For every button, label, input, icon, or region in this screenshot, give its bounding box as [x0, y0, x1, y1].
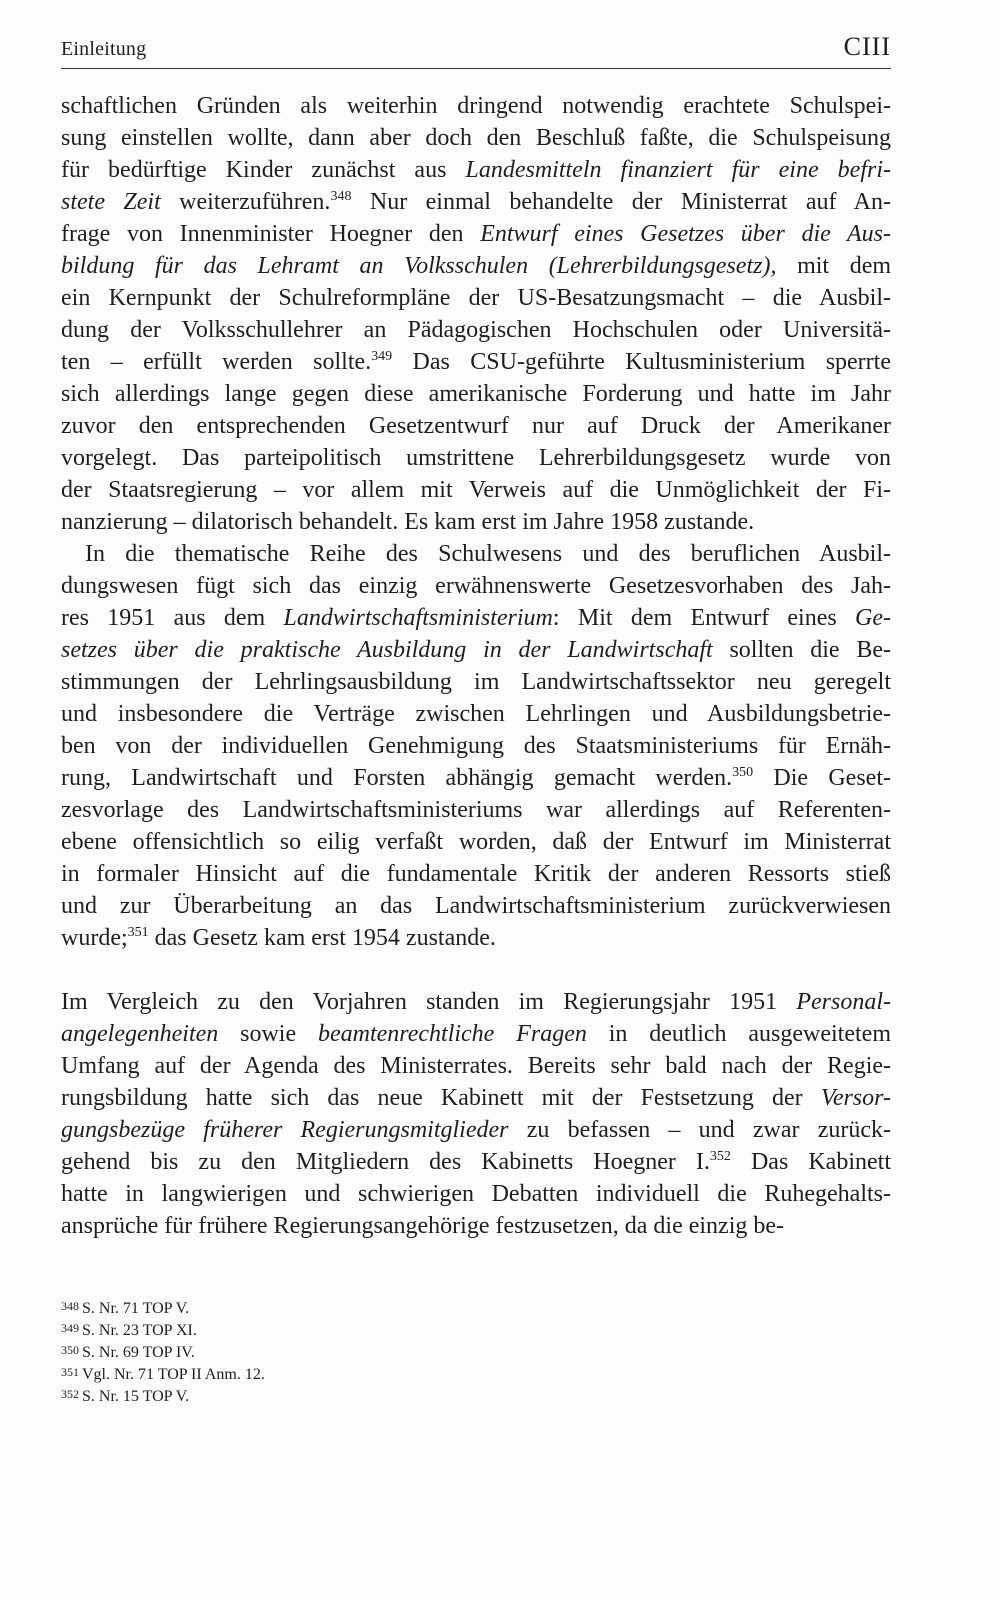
footnote-number: 349: [61, 1321, 79, 1335]
italic-text: setzes über die praktische Ausbildung in der Landwirtschaft: [61, 637, 713, 663]
text-segment: das Gesetz kam erst 1954 zustande.: [148, 925, 496, 951]
footnote-number: 352: [61, 1387, 79, 1401]
footnote-ref: 349: [371, 349, 393, 364]
text-segment: ben von der individuellen Genehmigung des Staatsministeriums für Ernäh-: [61, 733, 891, 759]
footnote: [61, 1317, 661, 1339]
italic-text: gungsbezüge früherer Regierungsmitglieder: [61, 1117, 509, 1143]
text-line: [61, 1146, 891, 1178]
italic-text: Personal-: [796, 989, 891, 1015]
footnote: [61, 1361, 661, 1383]
text-line: [61, 602, 891, 634]
text-line: [61, 1178, 891, 1210]
footnote-text: S. Nr. 69 TOP IV.: [82, 1344, 195, 1361]
text-line: [61, 1050, 891, 1082]
text-segment: ein Kernpunkt der Schulreformpläne der US-Besatzungsmacht – die Ausbil-: [61, 285, 891, 311]
italic-text: Entwurf eines Gesetzes über die Aus-: [480, 221, 891, 247]
footnote-ref: 352: [709, 1149, 731, 1164]
footnote-text: Vgl. Nr. 71 TOP II Anm. 12.: [82, 1366, 265, 1383]
text-segment: sollten die Be-: [712, 637, 891, 663]
text-segment: wurde;: [61, 925, 128, 951]
text-segment: sowie: [218, 1021, 318, 1047]
page-number: CIII: [843, 32, 891, 61]
text-line: [61, 1210, 891, 1242]
italic-text: Versor-: [820, 1085, 891, 1111]
footnote-text: S. Nr. 15 TOP V.: [82, 1388, 190, 1405]
text-segment: ansprüche für frühere Regierungsangehörige festzusetzen, da die einzig be-: [61, 1213, 785, 1239]
italic-text: angelegenheiten: [61, 1021, 219, 1047]
text-segment: In die thematische Reihe des Schulwesens und des beruflichen Ausbil-: [85, 541, 891, 567]
text-segment: stimmungen der Lehrlingsausbildung im Landwirtschaftssektor neu geregelt: [61, 669, 891, 695]
text-line: [61, 314, 891, 346]
text-line: [61, 698, 891, 730]
text-segment: Nur einmal behandelte der Ministerrat auf An-: [351, 189, 891, 215]
text-segment: res 1951 aus dem: [61, 605, 284, 631]
text-line: [61, 666, 891, 698]
text-segment: dungswesen fügt sich das einzig erwähnenswerte Gesetzesvorhaben des Jah-: [61, 573, 891, 599]
italic-text: Ge-: [855, 605, 891, 631]
footnote: [61, 1339, 661, 1361]
text-line: [61, 762, 891, 794]
text-segment: in deutlich ausgeweitetem: [586, 1021, 891, 1047]
text-segment: mit dem: [776, 253, 891, 279]
text-line: [61, 858, 891, 890]
text-segment: Das CSU-geführte Kultusministerium sperrte: [392, 349, 891, 375]
text-segment: schaftlichen Gründen als weiterhin dringend notwendig erachtete Schulspei-: [61, 93, 891, 119]
text-segment: vorgelegt. Das parteipolitisch umstrittene Lehrerbildungsgesetz wurde von: [61, 445, 891, 471]
text-line: [61, 794, 891, 826]
text-line: [61, 410, 891, 442]
footnote-ref: 350: [732, 765, 754, 780]
footnote-number: 350: [61, 1343, 79, 1357]
text-line: [61, 922, 891, 954]
text-line: [61, 186, 891, 218]
footnote-number: 351: [61, 1365, 79, 1379]
footnote: [61, 1295, 661, 1317]
text-line: [61, 122, 891, 154]
text-segment: ebene offensichtlich so eilig verfaßt worden, daß der Entwurf im Ministerrat: [61, 829, 891, 855]
section-title: Einleitung: [61, 38, 147, 60]
text-line: [61, 442, 891, 474]
text-segment: und zur Überarbeitung an das Landwirtschaftsministerium zurückverwiesen: [61, 893, 891, 919]
text-line: [61, 538, 891, 570]
footnote-ref: 351: [127, 925, 149, 940]
text-line: [61, 250, 891, 282]
text-segment: zu befassen – und zwar zurück-: [508, 1117, 891, 1143]
text-line: [61, 570, 891, 602]
text-segment: in formaler Hinsicht auf die fundamentale Kritik der anderen Ressorts stieß: [61, 861, 891, 887]
footnote-text: S. Nr. 71 TOP V.: [82, 1300, 190, 1317]
italic-text: beamtenrechtliche Fragen: [317, 1021, 587, 1047]
text-segment: und insbesondere die Verträge zwischen Lehrlingen und Ausbildungsbetrie-: [61, 701, 891, 727]
text-line: [61, 730, 891, 762]
text-segment: zuvor den entsprechenden Gesetzentwurf nur auf Druck der Amerikaner: [61, 413, 891, 439]
text-segment: weiterzuführen.: [160, 189, 331, 215]
text-segment: sich allerdings lange gegen diese amerikanische Forderung und hatte im Jahr: [61, 381, 891, 407]
italic-text: bildung für das Lehramt an Volksschulen (Lehrerbildungsgesetz),: [61, 253, 777, 279]
text-line: [61, 826, 891, 858]
text-segment: für bedürftige Kinder zunächst aus: [61, 157, 466, 183]
text-segment: zesvorlage des Landwirtschaftsministeriums war allerdings auf Referenten-: [61, 797, 891, 823]
text-segment: rung, Landwirtschaft und Forsten abhängig gemacht werden.: [61, 765, 733, 791]
text-segment: : Mit dem Entwurf eines: [552, 605, 856, 631]
text-line: [61, 346, 891, 378]
text-line: [61, 1082, 891, 1114]
text-line: [61, 218, 891, 250]
text-segment: Umfang auf der Agenda des Ministerrates. Bereits sehr bald nach der Regie-: [61, 1053, 891, 1079]
italic-text: Landwirtschaftsministerium: [283, 605, 553, 631]
text-segment: rungsbildung hatte sich das neue Kabinett mit der Festsetzung der: [61, 1085, 821, 1111]
text-segment: Das Kabinett: [730, 1149, 891, 1175]
text-line: [61, 282, 891, 314]
text-line: [61, 378, 891, 410]
text-segment: Die Geset-: [753, 765, 891, 791]
italic-text: stete Zeit: [61, 189, 161, 215]
text-line: [61, 634, 891, 666]
text-line: [61, 1114, 891, 1146]
footnotes: [61, 1295, 661, 1405]
text-segment: der Staatsregierung – vor allem mit Verweis auf die Unmöglichkeit der Fi-: [61, 477, 891, 503]
italic-text: Landesmitteln finanziert für eine befri-: [465, 157, 891, 183]
text-segment: gehend bis zu den Mitgliedern des Kabinetts Hoegner I.: [61, 1149, 710, 1175]
footnote-ref: 348: [330, 189, 352, 204]
running-head: [61, 30, 891, 69]
paragraph-gap: [61, 954, 891, 986]
text-segment: Im Vergleich zu den Vorjahren standen im Regierungsjahr 1951: [61, 989, 797, 1015]
text-segment: nanzierung – dilatorisch behandelt. Es kam erst im Jahre 1958 zustande.: [61, 509, 755, 535]
text-segment: ten – erfüllt werden sollte.: [61, 349, 372, 375]
text-segment: frage von Innenminister Hoegner den: [61, 221, 481, 247]
footnote: [61, 1383, 661, 1405]
footnote-text: S. Nr. 23 TOP XI.: [82, 1322, 197, 1339]
text-segment: sung einstellen wollte, dann aber doch den Beschluß faßte, die Schulspeisung: [61, 125, 891, 151]
text-line: [61, 90, 891, 122]
text-line: [61, 474, 891, 506]
text-line: [61, 506, 891, 538]
text-line: [61, 1018, 891, 1050]
text-line: [61, 154, 891, 186]
text-segment: hatte in langwierigen und schwierigen Debatten individuell die Ruhegehalts-: [61, 1181, 891, 1207]
text-line: [61, 890, 891, 922]
text-line: [61, 986, 891, 1018]
text-segment: dung der Volksschullehrer an Pädagogischen Hochschulen oder Universitä-: [61, 317, 891, 343]
body-text: [61, 90, 891, 1242]
footnote-number: 348: [61, 1299, 79, 1313]
